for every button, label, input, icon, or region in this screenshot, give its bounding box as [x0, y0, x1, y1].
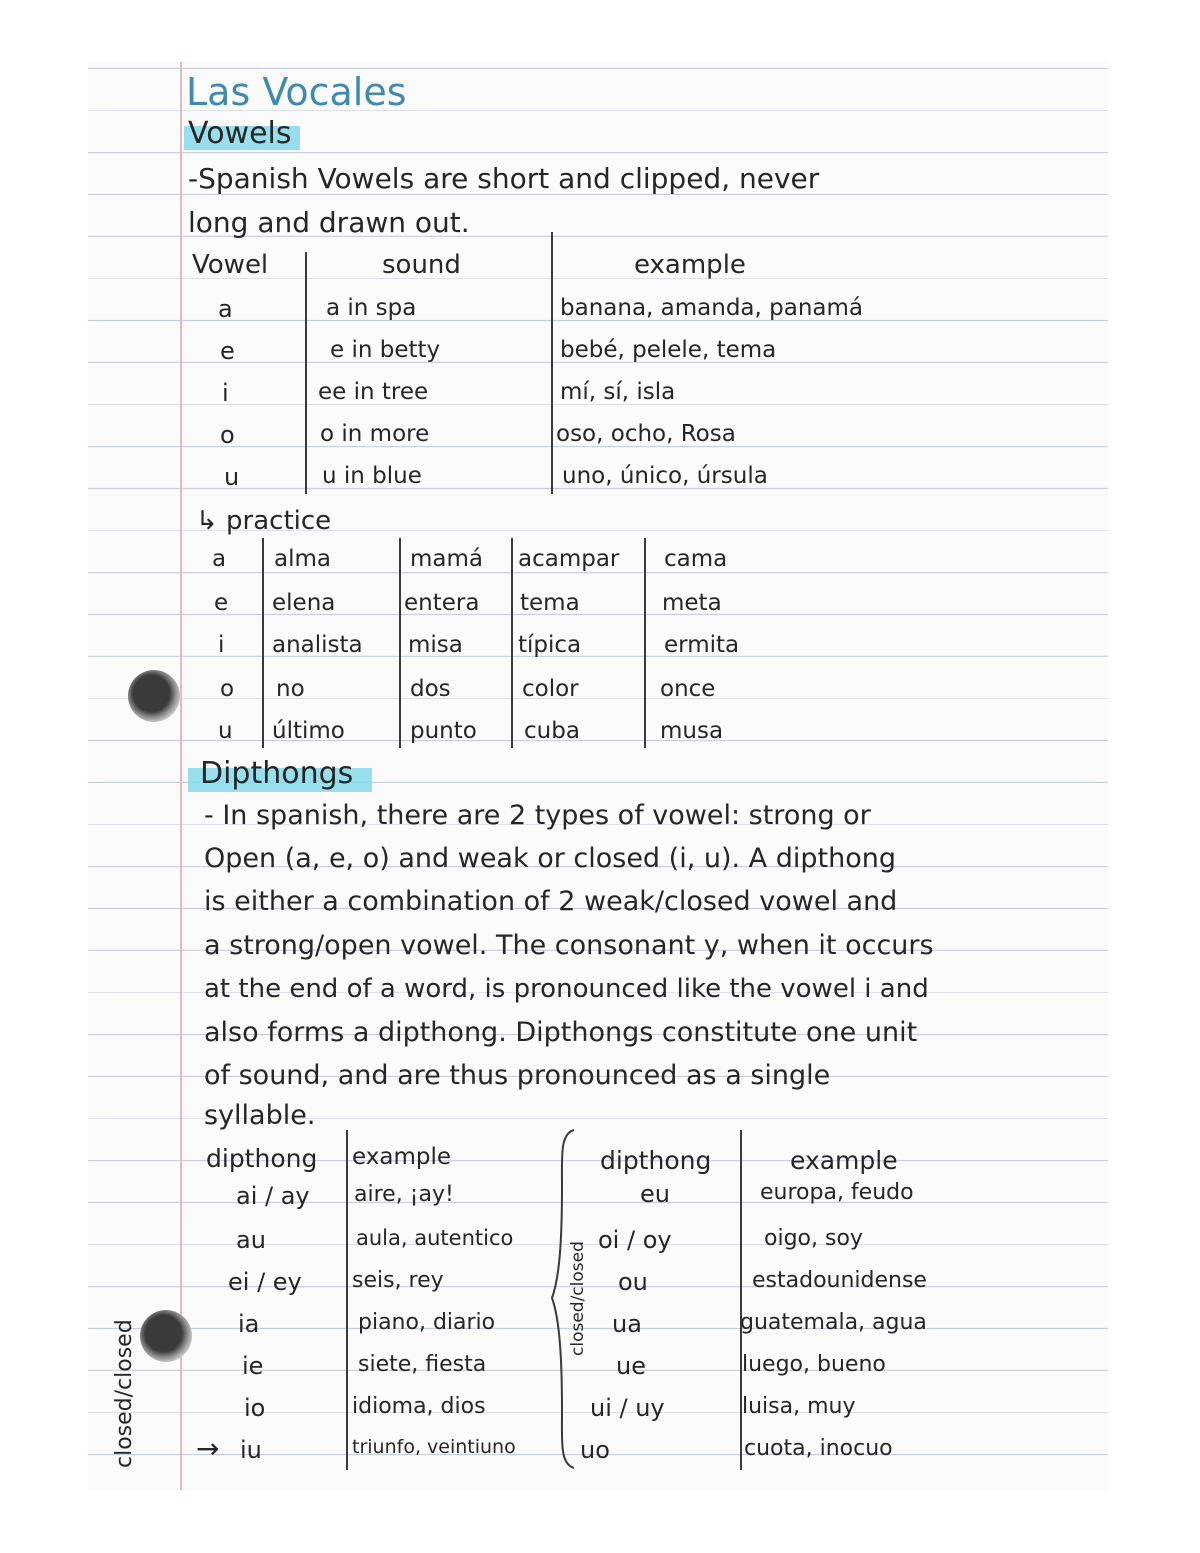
practice-word: cuba: [524, 718, 580, 744]
dipthong-cell: oi / oy: [598, 1226, 672, 1254]
practice-word: ermita: [664, 632, 740, 658]
practice-word: color: [522, 676, 579, 702]
example-cell: banana, amanda, panamá: [560, 295, 864, 321]
binder-hole-bottom: [140, 1310, 192, 1362]
vowel-table-divider-2: [551, 232, 553, 494]
practice-word: analista: [272, 632, 363, 658]
margin-line: [180, 62, 182, 1490]
practice-vowel: e: [214, 590, 229, 616]
practice-word: punto: [410, 718, 477, 744]
example-cell: triunfo, veintiuno: [352, 1436, 516, 1458]
dipthong-divider-left: [346, 1130, 348, 1470]
sound-cell: o in more: [320, 421, 430, 447]
example-cell: oso, ocho, Rosa: [556, 421, 736, 447]
practice-word: mamá: [410, 546, 483, 572]
vowel-cell: i: [222, 379, 229, 407]
example-cell: uno, único, úrsula: [562, 463, 768, 489]
dipthong-cell: io: [244, 1394, 266, 1422]
margin-note: closed/closed: [112, 1319, 137, 1468]
practice-word: entera: [404, 590, 480, 616]
vowel-cell: u: [224, 463, 240, 491]
practice-vowel: i: [218, 632, 225, 658]
practice-word: último: [272, 718, 345, 744]
practice-word: dos: [410, 676, 451, 702]
sound-cell: ee in tree: [318, 379, 429, 405]
dipthong-cell: ou: [618, 1268, 648, 1296]
dipthong-cell: iu: [240, 1436, 262, 1464]
practice-vowel: o: [220, 676, 235, 702]
sound-cell: a in spa: [326, 295, 417, 321]
vowel-col-header: Vowel: [192, 250, 269, 280]
example-cell: mí, sí, isla: [560, 379, 676, 405]
example-cell: seis, rey: [352, 1268, 444, 1293]
example-cell: siete, fiesta: [358, 1352, 487, 1377]
dipthong-divider-right: [740, 1130, 742, 1470]
example-cell: aire, ¡ay!: [354, 1182, 454, 1207]
practice-word: típica: [518, 632, 582, 658]
dipthong-cell: ie: [242, 1352, 264, 1380]
paragraph-line: of sound, and are thus pronounced as a single: [204, 1060, 831, 1091]
example-cell: guatemala, agua: [740, 1310, 927, 1335]
paragraph-line: syllable.: [204, 1100, 316, 1131]
dipthong-cell: uo: [580, 1436, 610, 1464]
practice-word: no: [276, 676, 305, 702]
practice-label: ↳ practice: [196, 506, 332, 536]
dipthong-cell: eu: [640, 1180, 670, 1208]
example-cell: aula, autentico: [356, 1226, 514, 1250]
example-cell: europa, feudo: [760, 1180, 914, 1205]
dipthong-cell: ai / ay: [236, 1182, 310, 1210]
practice-vowel: u: [218, 718, 233, 744]
practice-word: acampar: [518, 546, 620, 572]
example-col-header: example: [634, 250, 746, 280]
paragraph-line: a strong/open vowel. The consonant y, when it occurs: [204, 930, 934, 961]
practice-word: musa: [660, 718, 724, 744]
practice-divider-4: [644, 538, 646, 748]
practice-word: elena: [272, 590, 336, 616]
vowel-cell: a: [218, 295, 233, 323]
vowel-table-divider-1: [305, 252, 307, 494]
brace-label: closed/closed: [568, 1241, 588, 1356]
paragraph-line: Open (a, e, o) and weak or closed (i, u). A dipthong: [204, 843, 896, 874]
dipthong-left-header: dipthong: [206, 1144, 318, 1173]
practice-divider-1: [262, 538, 264, 748]
vowels-heading: Vowels: [188, 116, 292, 151]
practice-word: cama: [664, 546, 728, 572]
practice-divider-2: [399, 538, 401, 748]
example-cell: luego, bueno: [742, 1352, 886, 1377]
dipthongs-heading: Dipthongs: [200, 756, 354, 791]
practice-divider-3: [511, 538, 513, 748]
example-cell: estadounidense: [752, 1268, 927, 1293]
dipthong-cell: ui / uy: [590, 1394, 665, 1422]
vowel-cell: o: [220, 421, 235, 449]
vowels-intro-line2: long and drawn out.: [188, 206, 470, 239]
dipthong-cell: ia: [238, 1310, 260, 1338]
example-cell: luisa, muy: [742, 1394, 856, 1419]
example-cell: piano, diario: [358, 1310, 496, 1335]
sound-cell: e in betty: [330, 337, 441, 363]
paragraph-line: is either a combination of 2 weak/closed vowel and: [204, 886, 898, 917]
practice-word: misa: [408, 632, 463, 658]
dipthong-cell: ue: [616, 1352, 646, 1380]
example-right-header: example: [790, 1146, 898, 1175]
sound-cell: u in blue: [322, 463, 422, 489]
dipthong-right-header: dipthong: [600, 1146, 712, 1175]
example-cell: cuota, inocuo: [744, 1436, 893, 1461]
binder-hole-top: [128, 670, 180, 722]
example-cell: oigo, soy: [764, 1226, 863, 1251]
practice-word: meta: [662, 590, 722, 616]
practice-word: tema: [520, 590, 580, 616]
practice-word: alma: [274, 546, 331, 572]
practice-vowel: a: [212, 546, 227, 572]
paragraph-line: - In spanish, there are 2 types of vowel: strong or: [204, 800, 871, 831]
vowel-cell: e: [220, 337, 235, 365]
example-cell: idioma, dios: [352, 1394, 486, 1419]
dipthong-cell: au: [236, 1226, 266, 1254]
sound-col-header: sound: [382, 250, 461, 280]
dipthong-cell: ua: [612, 1310, 642, 1338]
example-left-header: example: [352, 1144, 451, 1170]
paragraph-line: also forms a dipthong. Dipthongs constitute one unit: [204, 1017, 918, 1048]
dipthong-cell: ei / ey: [228, 1268, 302, 1296]
paragraph-line: at the end of a word, is pronounced like the vowel i and: [204, 974, 929, 1004]
practice-word: once: [660, 676, 716, 702]
vowels-intro-line1: -Spanish Vowels are short and clipped, never: [188, 162, 820, 195]
page-title: Las Vocales: [186, 70, 407, 114]
example-cell: bebé, pelele, tema: [560, 337, 777, 363]
arrow-icon: →: [196, 1432, 220, 1465]
